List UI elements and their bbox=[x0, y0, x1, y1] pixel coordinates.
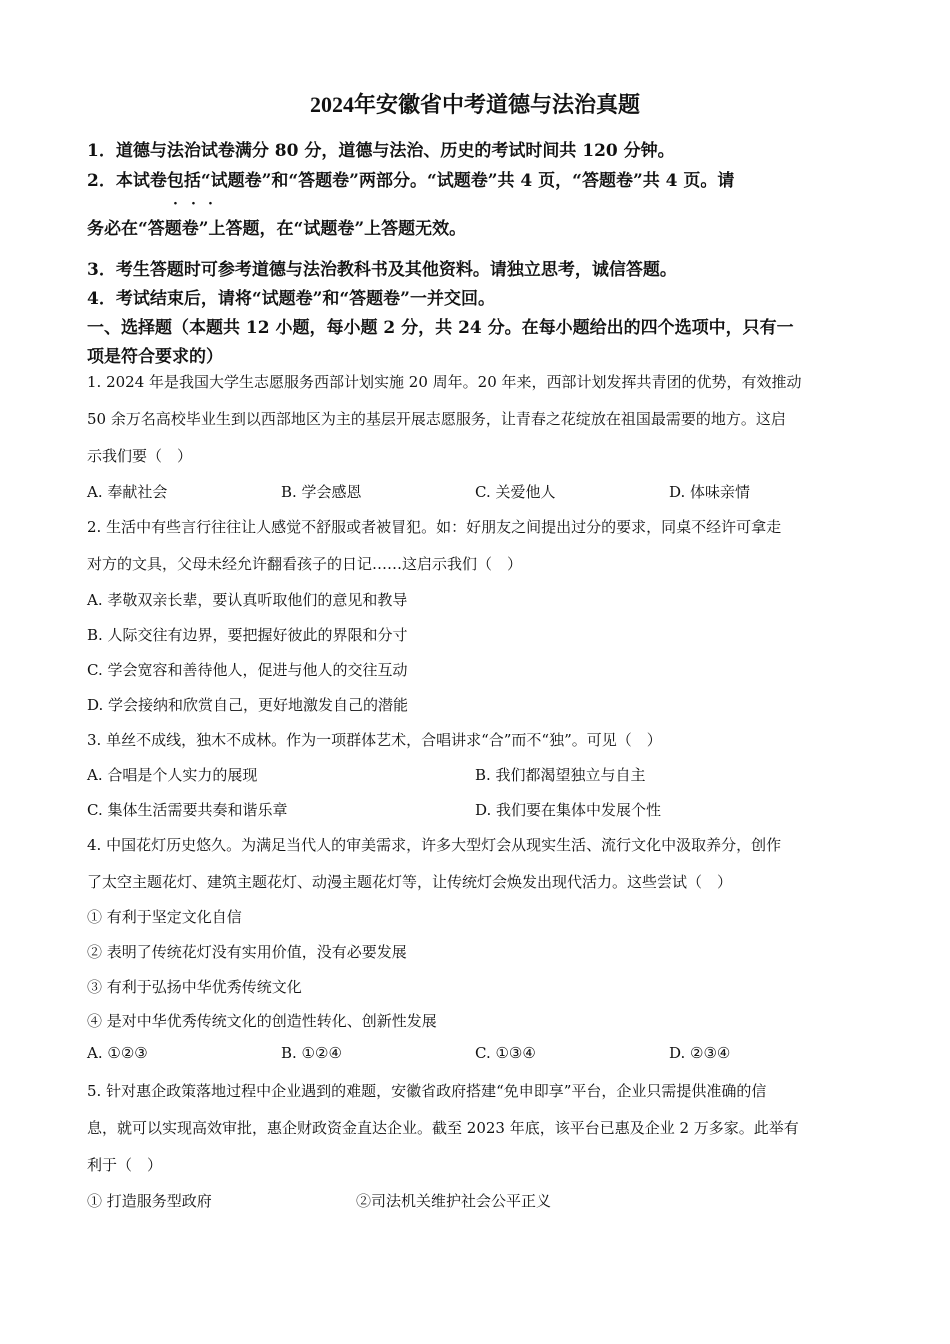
question-4-stem: 了太空主题花灯、建筑主题花灯、动漫主题花灯等，让传统灯会焕发出现代活力。这些尝试（ ） bbox=[87, 873, 733, 891]
question-5-stem: 利于（ ） bbox=[87, 1156, 163, 1174]
q2-option-c: C. 学会宽容和善待他人，促进与他人的交往互动 bbox=[87, 661, 408, 679]
page-title: 2024年安徽省中考道德与法治真题 bbox=[309, 92, 640, 117]
question-1-stem: 1. 2024 年是我国大学生志愿服务西部计划实施 20 周年。20 年来，西部计划发挥共青团的优势，有效推动 bbox=[87, 373, 802, 391]
q3-option-b: B. 我们都渴望独立与自主 bbox=[475, 766, 646, 784]
q2-option-a: A. 孝敬双亲长辈，要认真听取他们的意见和教导 bbox=[87, 591, 408, 609]
question-2-stem: 2. 生活中有些言行往往让人感觉不舒服或者被冒犯。如：好朋友之间提出过分的要求，同桌不经许可拿走 bbox=[87, 518, 782, 536]
question-4-stem: 4. 中国花灯历史悠久。为满足当代人的审美需求，许多大型灯会从现实生活、流行文化中汲取养分，创作 bbox=[87, 836, 782, 854]
question-3-stem: 3. 单丝不成线，独木不成林。作为一项群体艺术，合唱讲求“合”而不“独”。可见（ ） bbox=[87, 731, 662, 749]
q1-option-d: D. 体味亲情 bbox=[669, 483, 751, 501]
q4-item-3: ③ 有利于弘扬中华优秀传统文化 bbox=[87, 978, 302, 996]
q1-option-b: B. 学会感恩 bbox=[281, 483, 362, 501]
note-3: 3．考生答题时可参考道德与法治教科书及其他资料。请独立思考，诚信答题。 bbox=[87, 260, 677, 280]
question-1-stem: 50 余万名高校毕业生到以西部地区为主的基层开展志愿服务，让青春之花绽放在祖国最需要的地方。这启 bbox=[87, 410, 786, 428]
q4-item-1: ① 有利于坚定文化自信 bbox=[87, 908, 242, 926]
q3-option-d: D. 我们要在集体中发展个性 bbox=[475, 801, 662, 819]
question-2-stem: 对方的文具，父母未经允许翻看孩子的日记……这启示我们（ ） bbox=[87, 555, 523, 573]
note-2: 2．本试卷包括“试题卷”和“答题卷”两部分。“试题卷”共 4 页，“答题卷”共 4 页。请 bbox=[87, 171, 735, 191]
q4-item-4: ④ 是对中华优秀传统文化的创造性转化、创新性发展 bbox=[87, 1012, 437, 1030]
q4-option-d: D. ②③④ bbox=[669, 1044, 731, 1062]
q4-option-c: C. ①③④ bbox=[475, 1044, 536, 1062]
note-4: 4．考试结束后，请将“试题卷”和“答题卷”一并交回。 bbox=[87, 289, 495, 309]
q1-option-a: A. 奉献社会 bbox=[87, 483, 168, 501]
question-5-stem: 息，就可以实现高效审批，惠企财政资金直达企业。截至 2023 年底，该平台已惠及企业 2 万多家。此举有 bbox=[87, 1119, 799, 1137]
emphasis-dot: · bbox=[191, 196, 196, 212]
emphasis-dot: · bbox=[208, 196, 213, 212]
q3-option-a: A. 合唱是个人实力的展现 bbox=[87, 766, 258, 784]
q3-option-c: C. 集体生活需要共奏和谐乐章 bbox=[87, 801, 288, 819]
q1-option-c: C. 关爱他人 bbox=[475, 483, 556, 501]
question-1-stem: 示我们要（ ） bbox=[87, 447, 193, 465]
q4-option-b: B. ①②④ bbox=[281, 1044, 342, 1062]
q4-item-2: ② 表明了传统花灯没有实用价值，没有必要发展 bbox=[87, 943, 407, 961]
question-5-stem: 5. 针对惠企政策落地过程中企业遇到的难题，安徽省政府搭建“免申即享”平台，企业只需提供准确的信 bbox=[87, 1082, 767, 1100]
q2-option-d: D. 学会接纳和欣赏自己，更好地激发自己的潜能 bbox=[87, 696, 409, 714]
q2-option-b: B. 人际交往有边界，要把握好彼此的界限和分寸 bbox=[87, 626, 408, 644]
section-heading: 一、选择题（本题共 12 小题，每小题 2 分，共 24 分。在每小题给出的四个选项中，只有一 bbox=[87, 318, 794, 338]
note-1: 1．道德与法治试卷满分 80 分，道德与法治、历史的考试时间共 120 分钟。 bbox=[87, 141, 675, 161]
note-2-cont: 务必在“答题卷”上答题，在“试题卷”上答题无效。 bbox=[87, 219, 467, 239]
q5-item-1: ① 打造服务型政府 bbox=[87, 1192, 212, 1210]
q4-option-a: A. ①②③ bbox=[87, 1044, 148, 1062]
section-heading-cont: 项是符合要求的） bbox=[87, 347, 223, 367]
emphasis-dot: · bbox=[173, 196, 178, 212]
q5-item-2: ②司法机关维护社会公平正义 bbox=[356, 1192, 552, 1210]
